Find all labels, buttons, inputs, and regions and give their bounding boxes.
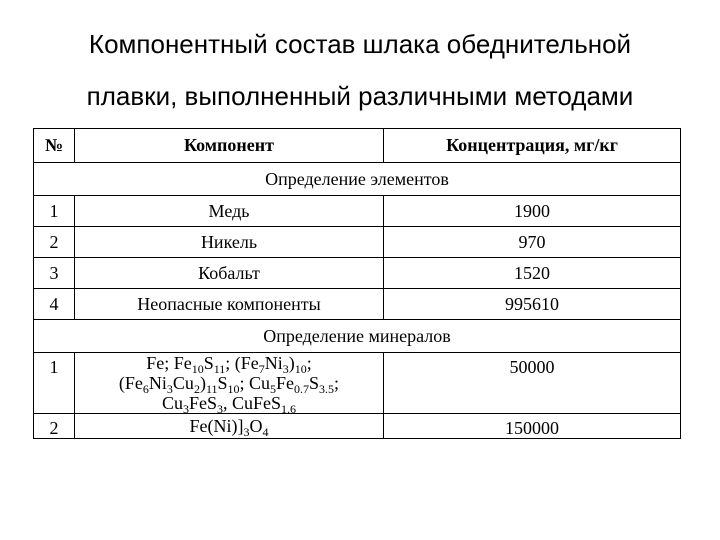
row-number: 2	[34, 227, 75, 258]
row-formula: $Fe(Ni)]_3O_4$	[75, 414, 384, 439]
table-row	[34, 289, 681, 320]
row-value: 970	[384, 227, 681, 258]
header-number: №	[34, 129, 75, 163]
header-component: Компонент	[75, 129, 384, 163]
row-component: Никель	[75, 227, 384, 258]
title-line-2: плавки, выполненный различными методами	[86, 81, 634, 111]
row-number: 1	[34, 196, 75, 227]
section-label-elements: Определение элементов	[34, 163, 681, 196]
table-header-row	[34, 129, 681, 163]
table-row	[34, 414, 681, 439]
section-label-minerals: Определение минералов	[34, 320, 681, 353]
section-row-elements	[34, 163, 681, 196]
table-row	[34, 258, 681, 289]
row-number: 1	[34, 353, 75, 414]
row-value: 1900	[384, 196, 681, 227]
row-value: 1520	[384, 258, 681, 289]
header-concentration: Концентрация, мг/кг	[384, 129, 681, 163]
table-row	[34, 353, 681, 414]
title-line-1: Компонентный состав шлака обеднительной	[88, 29, 632, 59]
row-component: Неопасные компоненты	[75, 289, 384, 320]
row-component: Медь	[75, 196, 384, 227]
row-number: 3	[34, 258, 75, 289]
section-row-minerals	[34, 320, 681, 353]
row-number: 2	[34, 414, 75, 439]
row-number: 4	[34, 289, 75, 320]
slide-title	[0, 18, 720, 122]
row-value: 995610	[384, 289, 681, 320]
row-value: 150000	[384, 414, 681, 439]
row-component: Кобальт	[75, 258, 384, 289]
table-row	[34, 196, 681, 227]
table-row	[34, 227, 681, 258]
row-formula: Fe; $Fe_{10}S_{11}$; $(Fe_7Ni_3)_{10}$; $(Fe_6Ni_3Cu_2)_{11}S_{10}$; $Cu_5Fe_{0.7}S_{3.5}$; $Cu_3FeS_3$, CuFeS$_{1.6}$	[75, 353, 384, 414]
row-value: 50000	[384, 353, 681, 414]
composition-table	[33, 128, 681, 439]
